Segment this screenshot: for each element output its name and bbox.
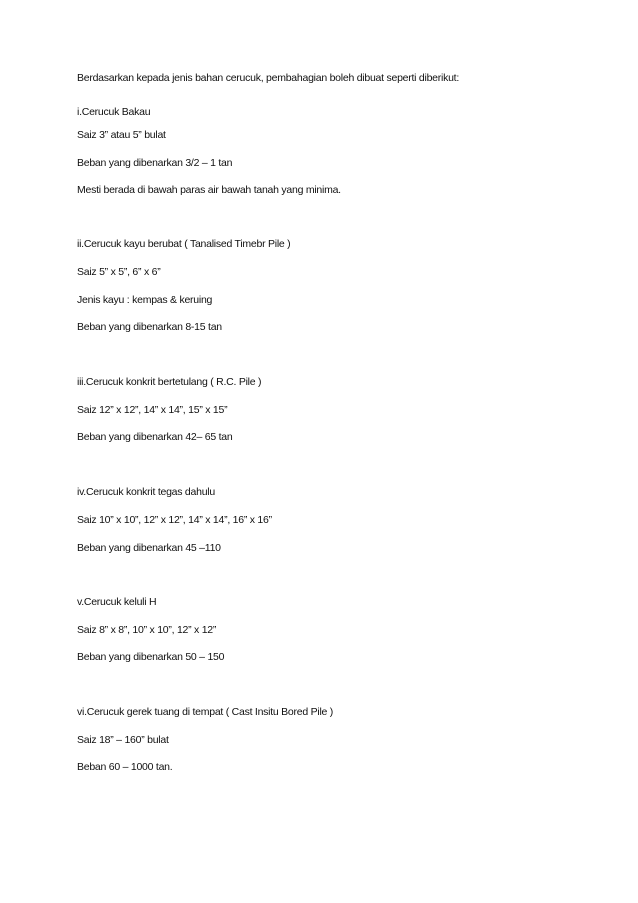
section-line: Jenis kayu : kempas & keruing: [77, 294, 213, 306]
section-line: Saiz 18” – 160” bulat: [77, 734, 169, 746]
section-line: Beban yang dibenarkan 50 – 150: [77, 651, 225, 663]
section-line: Saiz 3” atau 5” bulat: [77, 129, 166, 141]
section-line: Beban yang dibenarkan 45 –110: [77, 542, 221, 554]
section-line: Beban yang dibenarkan 42– 65 tan: [77, 431, 233, 443]
section-line: Saiz 5” x 5”, 6” x 6”: [77, 266, 161, 278]
section-line: Saiz 12” x 12”, 14” x 14”, 15” x 15”: [77, 404, 228, 416]
section-heading-konkrit-bertetulang: iii.Cerucuk konkrit bertetulang ( R.C. Pile ): [77, 376, 262, 388]
section-heading-konkrit-tegas-dahulu: iv.Cerucuk konkrit tegas dahulu: [77, 486, 215, 498]
section-line: Saiz 8” x 8”, 10” x 10”, 12” x 12”: [77, 624, 217, 636]
intro-text: Berdasarkan kepada jenis bahan cerucuk, pembahagian boleh dibuat seperti diberikut:: [77, 72, 460, 84]
section-line: Mesti berada di bawah paras air bawah tanah yang minima.: [77, 184, 341, 196]
section-heading-keluli-h: v.Cerucuk keluli H: [77, 596, 157, 608]
section-heading-gerek-tuang: vi.Cerucuk gerek tuang di tempat ( Cast Insitu Bored Pile ): [77, 706, 334, 718]
section-line: Beban yang dibenarkan 8-15 tan: [77, 321, 222, 333]
section-heading-kayu-berubat: ii.Cerucuk kayu berubat ( Tanalised Timebr Pile ): [77, 238, 291, 250]
section-line: Beban 60 – 1000 tan.: [77, 761, 173, 773]
section-heading-bakau: i.Cerucuk Bakau: [77, 106, 151, 118]
section-line: Saiz 10” x 10”, 12” x 12”, 14” x 14”, 16” x 16”: [77, 514, 272, 526]
section-line: Beban yang dibenarkan 3/2 – 1 tan: [77, 157, 233, 169]
